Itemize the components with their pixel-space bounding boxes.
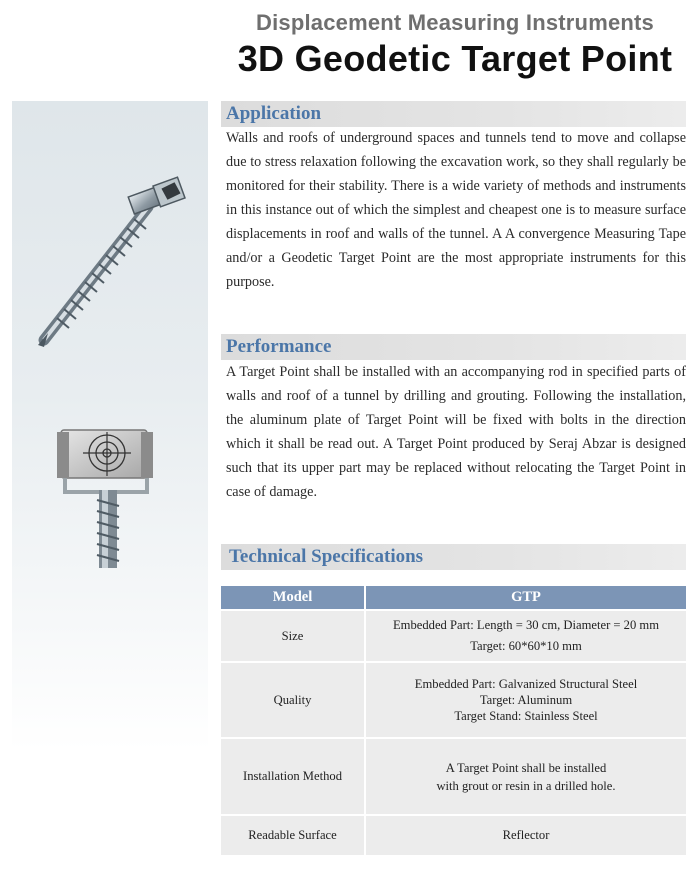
page-title: 3D Geodetic Target Point	[237, 38, 673, 79]
table-row	[221, 610, 686, 662]
row-label: Quality	[221, 662, 365, 738]
value-line: Embedded Part: Galvanized Structural Steel	[414, 677, 638, 691]
application-text: Walls and roofs of underground spaces and tunnels tend to move and collapse due to stress relaxation following the excavation work, so they shall regularly be monitored for their stability. There is a wide variety of methods and instruments in this instance out of which the simplest and cheapest one is to measure surface displacements in roof and walls of the tunnel. A A convergence Measuring Tape and/or a Geodetic Target Point are the most appropriate instruments for this purpose.	[226, 130, 686, 290]
application-heading: Application	[221, 101, 686, 127]
value-line: with grout or resin in a drilled hole.	[436, 778, 616, 793]
value-line: Reflector	[502, 828, 550, 842]
performance-heading: Performance	[221, 334, 686, 360]
table-row	[221, 738, 686, 815]
page-subtitle: Displacement Measuring Instruments	[255, 10, 654, 35]
performance-text: A Target Point shall be installed with an accompanying rod in specified parts of walls and roof of a tunnel by drilling and grouting. Following the installation, the aluminum plate of Target Point will be fixed with bolts in the direction which it shall be read out. A Target Point produced by Seraj Abzar is designed such that its upper part may be replaced without relocating the Target Point in case of damage.	[226, 364, 686, 500]
specs-heading: Technical Specifications	[221, 544, 686, 570]
row-label: Readable Surface	[221, 815, 365, 855]
row-label: Installation Method	[221, 738, 365, 815]
column-header-model: Model	[221, 586, 365, 610]
row-value	[365, 815, 686, 855]
row-label: Size	[221, 610, 365, 662]
value-line: A Target Point shall be installed	[445, 760, 607, 775]
row-value	[365, 662, 686, 738]
table-row	[221, 815, 686, 855]
row-value	[365, 738, 686, 815]
specs-table	[221, 586, 686, 855]
value-line: Target: Aluminum	[479, 693, 573, 707]
value-line: Target: 60*60*10 mm	[470, 639, 582, 653]
value-line: Target Stand: Stainless Steel	[454, 709, 598, 723]
row-value	[365, 610, 686, 662]
column-header-gtp: GTP	[365, 586, 686, 610]
target-plate-icon	[55, 420, 165, 570]
value-line: Embedded Part: Length = 30 cm, Diameter = 20 mm	[392, 618, 660, 632]
table-row	[221, 662, 686, 738]
screw-rod-target-icon	[30, 175, 200, 350]
page-header	[0, 10, 700, 80]
